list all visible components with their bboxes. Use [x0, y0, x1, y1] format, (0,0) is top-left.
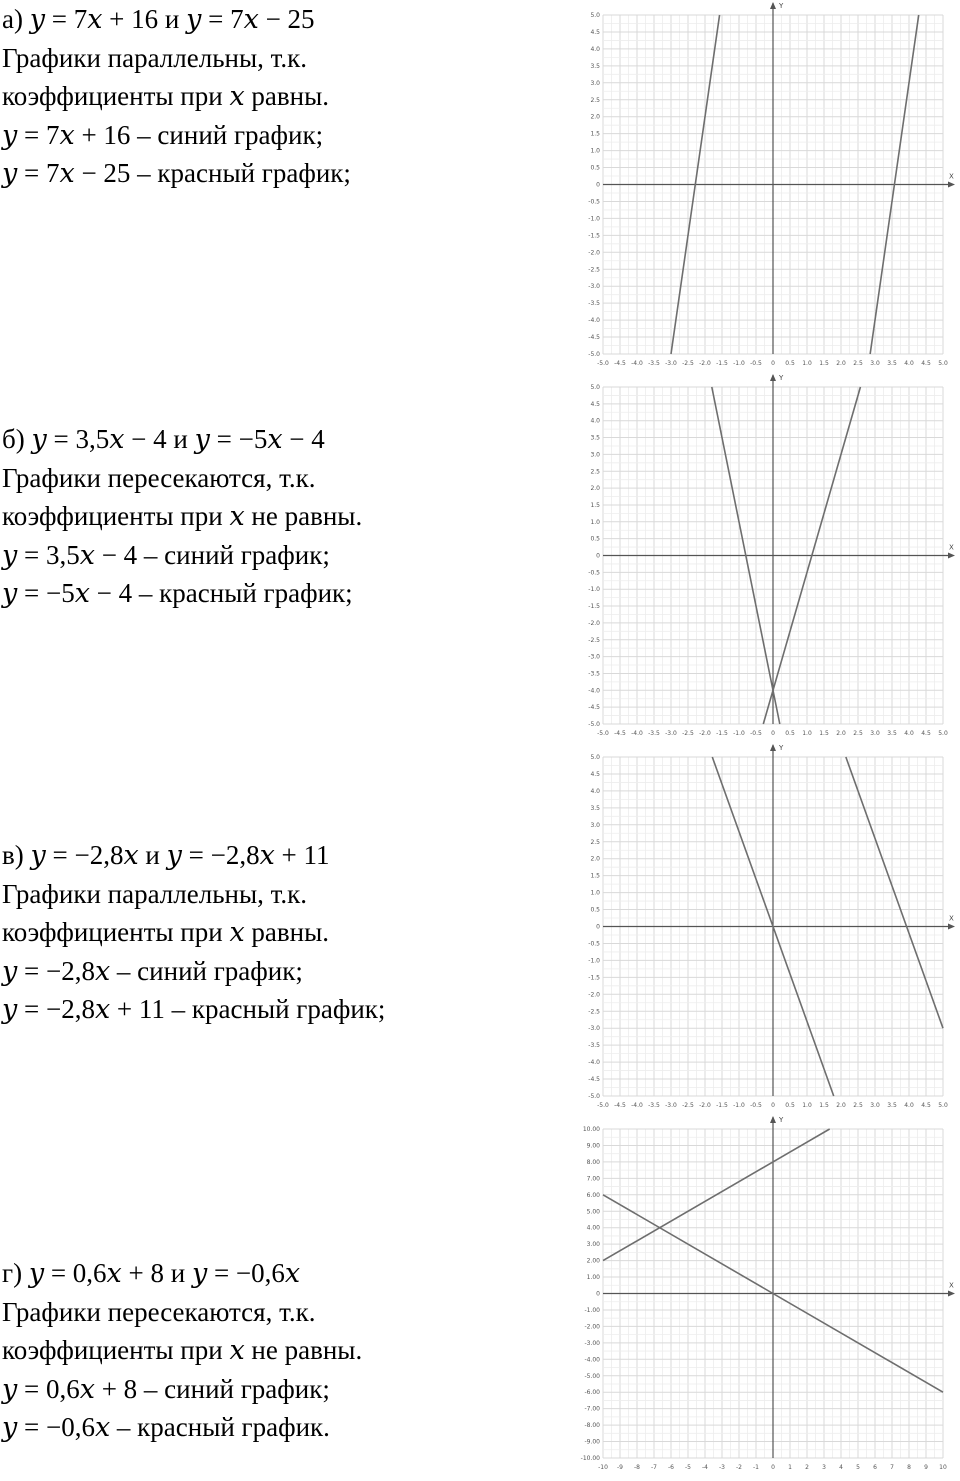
problem-b-equations: б) 𝑦 = 3,5𝑥 − 4 и 𝑦 = −5𝑥 − 4 [2, 424, 325, 454]
y-tick-label: -1.0 [588, 586, 600, 594]
x-tick-label: 4.5 [921, 360, 931, 367]
y-tick-label: -2.5 [588, 636, 600, 644]
x-tick-label: 3.5 [887, 360, 897, 367]
y-tick-label: -2.0 [588, 619, 600, 627]
y-tick-label: 10.00 [582, 1126, 600, 1133]
x-tick-label: 0 [771, 360, 775, 367]
y-tick-label: -2.5 [588, 1008, 600, 1016]
x-tick-label: -10 [598, 1464, 608, 1471]
problem-c-reason: коэффициенты при 𝑥 равны. [2, 917, 330, 947]
x-tick-label: 6 [873, 1464, 877, 1471]
problem-b [0, 372, 960, 742]
y-tick-label: 3.0 [590, 79, 600, 87]
y-tick-label: 5.0 [590, 384, 600, 391]
x-tick-label: 0 [771, 1464, 775, 1471]
x-tick-label: -1.5 [716, 1102, 728, 1109]
problem-b-text [2, 420, 572, 613]
x-tick-label: 7 [890, 1464, 894, 1471]
x-tick-label: 4.0 [904, 360, 914, 367]
y-tick-label: 8.00 [586, 1158, 600, 1166]
x-tick-label: -9 [617, 1464, 623, 1471]
x-tick-label: 3.0 [870, 730, 880, 737]
y-tick-label: -1.5 [588, 603, 600, 611]
x-tick-label: 2.0 [836, 730, 846, 737]
x-tick-label: 2.5 [853, 1102, 863, 1109]
x-axis-label: X [949, 914, 954, 923]
x-tick-label: 3.5 [887, 730, 897, 737]
x-tick-label: -1 [753, 1464, 759, 1471]
problem-c-red-legend: 𝑦 = −2,8𝑥 + 11 – красный график; [2, 994, 386, 1024]
x-tick-label: 3.5 [887, 1102, 897, 1109]
y-tick-label: -10.00 [580, 1455, 600, 1462]
y-tick-label: -2.0 [588, 991, 600, 999]
problem-d-conclusion: Графики пересекаются, т.к. [2, 1296, 316, 1327]
y-tick-label: -3.5 [588, 300, 600, 308]
y-axis-arrow [770, 2, 776, 9]
y-tick-label: 7.00 [586, 1175, 600, 1183]
y-tick-label: 2.5 [590, 838, 600, 846]
problem-a-text [2, 0, 572, 193]
x-tick-label: -2.0 [699, 1102, 711, 1109]
x-tick-label: -0.5 [750, 360, 762, 367]
x-tick-label: 3.0 [870, 360, 880, 367]
graph-d [560, 1114, 960, 1476]
problem-c-conclusion: Графики параллельны, т.к. [2, 878, 308, 909]
x-tick-label: -1.5 [716, 730, 728, 737]
y-tick-label: -5.0 [588, 721, 600, 728]
x-axis-arrow [948, 924, 955, 930]
y-tick-label: 2.5 [590, 96, 600, 104]
y-tick-label: -4.5 [588, 334, 600, 342]
x-axis-arrow [948, 1291, 955, 1297]
x-tick-label: -4.0 [631, 730, 643, 737]
x-tick-label: -4.5 [614, 730, 626, 737]
y-tick-label: 0.5 [590, 535, 600, 543]
y-axis-arrow [770, 1116, 776, 1123]
y-tick-label: 1.5 [590, 501, 600, 509]
y-tick-label: 0 [596, 552, 600, 560]
x-tick-label: -3.5 [648, 1102, 660, 1109]
y-tick-label: 0.5 [590, 906, 600, 914]
y-tick-label: 4.0 [590, 45, 600, 53]
x-tick-label: 1.5 [819, 360, 829, 367]
x-tick-label: -4.5 [614, 1102, 626, 1109]
y-tick-label: 2.0 [590, 113, 600, 121]
y-tick-label: 4.5 [590, 28, 600, 36]
y-tick-label: 0 [596, 1290, 600, 1298]
y-tick-label: -1.0 [588, 215, 600, 223]
problem-a-equations: а) 𝑦 = 7𝑥 + 16 и 𝑦 = 7𝑥 − 25 [2, 4, 315, 34]
x-tick-label: -5 [685, 1464, 691, 1471]
y-axis-label: Y [779, 1116, 784, 1124]
y-tick-label: 0.5 [590, 164, 600, 172]
graph-b [560, 372, 960, 742]
y-tick-label: 1.0 [590, 518, 600, 526]
x-tick-label: -3.5 [648, 360, 660, 367]
y-tick-label: 2.00 [586, 1257, 600, 1265]
y-tick-label: -3.00 [584, 1339, 600, 1347]
y-axis-arrow [770, 374, 776, 381]
graph-a [560, 0, 960, 372]
y-tick-label: -6.00 [584, 1389, 600, 1397]
problem-b-blue-legend: 𝑦 = 3,5𝑥 − 4 – синий график; [2, 539, 330, 570]
x-tick-label: 2.5 [853, 360, 863, 367]
problem-d-reason: коэффициенты при 𝑥 не равны. [2, 1335, 363, 1365]
y-tick-label: 3.0 [590, 821, 600, 829]
x-tick-label: 1.0 [802, 1102, 812, 1109]
x-tick-label: -2.5 [682, 360, 694, 367]
x-tick-label: -3 [719, 1464, 725, 1471]
x-tick-label: 2.0 [836, 1102, 846, 1109]
x-tick-label: 10 [939, 1464, 947, 1471]
y-tick-label: -4.0 [588, 1059, 600, 1067]
y-tick-label: 4.00 [586, 1224, 600, 1232]
y-tick-label: -0.5 [588, 940, 600, 948]
graph-c-svg [560, 742, 960, 1114]
graph-a-svg [560, 0, 960, 372]
problem-a-red-legend: 𝑦 = 7𝑥 − 25 – красный график; [2, 158, 351, 188]
problem-d-equations: г) 𝑦 = 0,6𝑥 + 8 и 𝑦 = −0,6𝑥 [2, 1258, 301, 1288]
y-tick-label: -8.00 [584, 1422, 600, 1430]
y-axis-arrow [770, 744, 776, 751]
x-tick-label: -0.5 [750, 730, 762, 737]
y-tick-label: -1.0 [588, 957, 600, 965]
problem-c [0, 742, 960, 1114]
x-tick-label: 1.0 [802, 730, 812, 737]
y-tick-label: -3.5 [588, 670, 600, 678]
y-tick-label: -5.00 [584, 1372, 600, 1380]
y-tick-label: 1.0 [590, 889, 600, 897]
x-tick-label: -8 [634, 1464, 640, 1471]
x-tick-label: 4.5 [921, 1102, 931, 1109]
x-tick-label: 3 [822, 1464, 826, 1471]
y-tick-label: -0.5 [588, 569, 600, 577]
problem-c-blue-legend: 𝑦 = −2,8𝑥 – синий график; [2, 955, 303, 986]
y-tick-label: -5.0 [588, 351, 600, 358]
x-tick-label: -3.0 [665, 360, 677, 367]
x-tick-label: -1.0 [733, 730, 745, 737]
y-tick-label: -3.0 [588, 653, 600, 661]
x-tick-label: 8 [907, 1464, 911, 1471]
y-axis-label: Y [779, 374, 784, 382]
x-axis-arrow [948, 553, 955, 559]
x-tick-label: 0 [771, 730, 775, 737]
y-tick-label: 4.0 [590, 417, 600, 425]
y-tick-label: -4.0 [588, 317, 600, 325]
y-tick-label: -3.0 [588, 283, 600, 291]
graph-b-svg [560, 372, 960, 742]
x-axis-label: X [949, 543, 954, 552]
x-tick-label: 5.0 [938, 1102, 948, 1109]
x-tick-label: -7 [651, 1464, 657, 1471]
x-tick-label: 4 [839, 1464, 843, 1471]
x-tick-label: 0.5 [785, 1102, 795, 1109]
problem-a [0, 0, 960, 372]
x-tick-label: -3.0 [665, 730, 677, 737]
x-tick-label: -5.0 [597, 360, 609, 367]
y-tick-label: -2.00 [584, 1323, 600, 1331]
problem-b-red-legend: 𝑦 = −5𝑥 − 4 – красный график; [2, 578, 353, 608]
problem-b-reason: коэффициенты при 𝑥 не равны. [2, 501, 363, 531]
x-tick-label: 5.0 [938, 360, 948, 367]
y-tick-label: -7.00 [584, 1405, 600, 1413]
x-tick-label: -2.0 [699, 730, 711, 737]
y-tick-label: -5.0 [588, 1093, 600, 1100]
x-tick-label: -1.5 [716, 360, 728, 367]
y-tick-label: 1.5 [590, 872, 600, 880]
y-tick-label: -2.5 [588, 266, 600, 274]
y-tick-label: 1.5 [590, 130, 600, 138]
x-tick-label: 1 [788, 1464, 792, 1471]
problem-a-reason: коэффициенты при 𝑥 равны. [2, 81, 330, 111]
x-tick-label: 2 [805, 1464, 809, 1471]
y-tick-label: 3.0 [590, 451, 600, 459]
y-tick-label: 0 [596, 923, 600, 931]
x-tick-label: 2.0 [836, 360, 846, 367]
y-tick-label: 3.5 [590, 62, 600, 70]
x-tick-label: -5.0 [597, 1102, 609, 1109]
x-tick-label: 0.5 [785, 360, 795, 367]
y-tick-label: 4.5 [590, 400, 600, 408]
y-tick-label: 5.0 [590, 12, 600, 19]
x-tick-label: -2.5 [682, 730, 694, 737]
x-tick-label: 2.5 [853, 730, 863, 737]
x-tick-label: 4.0 [904, 730, 914, 737]
problem-c-equations: в) 𝑦 = −2,8𝑥 и 𝑦 = −2,8𝑥 + 11 [2, 840, 330, 870]
x-tick-label: 1.5 [819, 1102, 829, 1109]
x-tick-label: 4.5 [921, 730, 931, 737]
y-tick-label: 5.00 [586, 1208, 600, 1216]
y-axis-label: Y [779, 2, 784, 10]
graph-c [560, 742, 960, 1114]
x-tick-label: 9 [924, 1464, 928, 1471]
x-tick-label: -1.0 [733, 360, 745, 367]
y-tick-label: -9.00 [584, 1438, 600, 1446]
x-tick-label: -1.0 [733, 1102, 745, 1109]
x-tick-label: -0.5 [750, 1102, 762, 1109]
y-tick-label: 5.0 [590, 754, 600, 761]
y-tick-label: 4.0 [590, 787, 600, 795]
problem-a-blue-legend: 𝑦 = 7𝑥 + 16 – синий график; [2, 119, 324, 150]
y-tick-label: 0 [596, 181, 600, 189]
y-tick-label: -0.5 [588, 198, 600, 206]
x-tick-label: -3.0 [665, 1102, 677, 1109]
y-tick-label: 2.0 [590, 855, 600, 863]
x-tick-label: 5 [856, 1464, 860, 1471]
problem-d-red-legend: 𝑦 = −0,6𝑥 – красный график. [2, 1412, 330, 1442]
problem-c-text [2, 836, 572, 1029]
y-tick-label: 4.5 [590, 770, 600, 778]
y-tick-label: -1.00 [584, 1306, 600, 1314]
y-tick-label: 2.5 [590, 468, 600, 476]
x-tick-label: 1.5 [819, 730, 829, 737]
x-axis-arrow [948, 182, 955, 188]
x-tick-label: 4.0 [904, 1102, 914, 1109]
y-tick-label: 3.5 [590, 804, 600, 812]
y-tick-label: -1.5 [588, 232, 600, 240]
x-tick-label: -2.0 [699, 360, 711, 367]
x-tick-label: 0.5 [785, 730, 795, 737]
x-tick-label: -2 [736, 1464, 742, 1471]
problem-d-blue-legend: 𝑦 = 0,6𝑥 + 8 – синий график; [2, 1373, 330, 1404]
y-tick-label: -4.5 [588, 704, 600, 712]
y-tick-label: 9.00 [586, 1142, 600, 1150]
y-tick-label: 6.00 [586, 1191, 600, 1199]
x-tick-label: -4.5 [614, 360, 626, 367]
x-axis-label: X [949, 1281, 954, 1290]
x-tick-label: -6 [668, 1464, 674, 1471]
problem-b-conclusion: Графики пересекаются, т.к. [2, 462, 316, 493]
problem-a-conclusion: Графики параллельны, т.к. [2, 42, 308, 73]
x-tick-label: 3.0 [870, 1102, 880, 1109]
y-tick-label: 3.5 [590, 434, 600, 442]
y-tick-label: -3.5 [588, 1042, 600, 1050]
x-tick-label: -2.5 [682, 1102, 694, 1109]
x-tick-label: -4.0 [631, 1102, 643, 1109]
x-tick-label: 0 [771, 1102, 775, 1109]
y-tick-label: 1.0 [590, 147, 600, 155]
graph-d-svg [560, 1114, 960, 1476]
y-tick-label: 3.00 [586, 1241, 600, 1249]
y-tick-label: 2.0 [590, 485, 600, 493]
y-tick-label: 1.00 [586, 1274, 600, 1282]
y-axis-label: Y [779, 744, 784, 752]
x-tick-label: -4 [702, 1464, 708, 1471]
x-tick-label: -3.5 [648, 730, 660, 737]
x-tick-label: -5.0 [597, 730, 609, 737]
y-tick-label: -4.5 [588, 1076, 600, 1084]
y-tick-label: -4.00 [584, 1356, 600, 1364]
y-tick-label: -3.0 [588, 1025, 600, 1033]
y-tick-label: -2.0 [588, 249, 600, 257]
x-tick-label: 1.0 [802, 360, 812, 367]
x-tick-label: 5.0 [938, 730, 948, 737]
problem-d [0, 1114, 960, 1476]
x-axis-label: X [949, 172, 954, 181]
problem-d-text [2, 1254, 572, 1447]
y-tick-label: -4.0 [588, 687, 600, 695]
y-tick-label: -1.5 [588, 974, 600, 982]
x-tick-label: -4.0 [631, 360, 643, 367]
